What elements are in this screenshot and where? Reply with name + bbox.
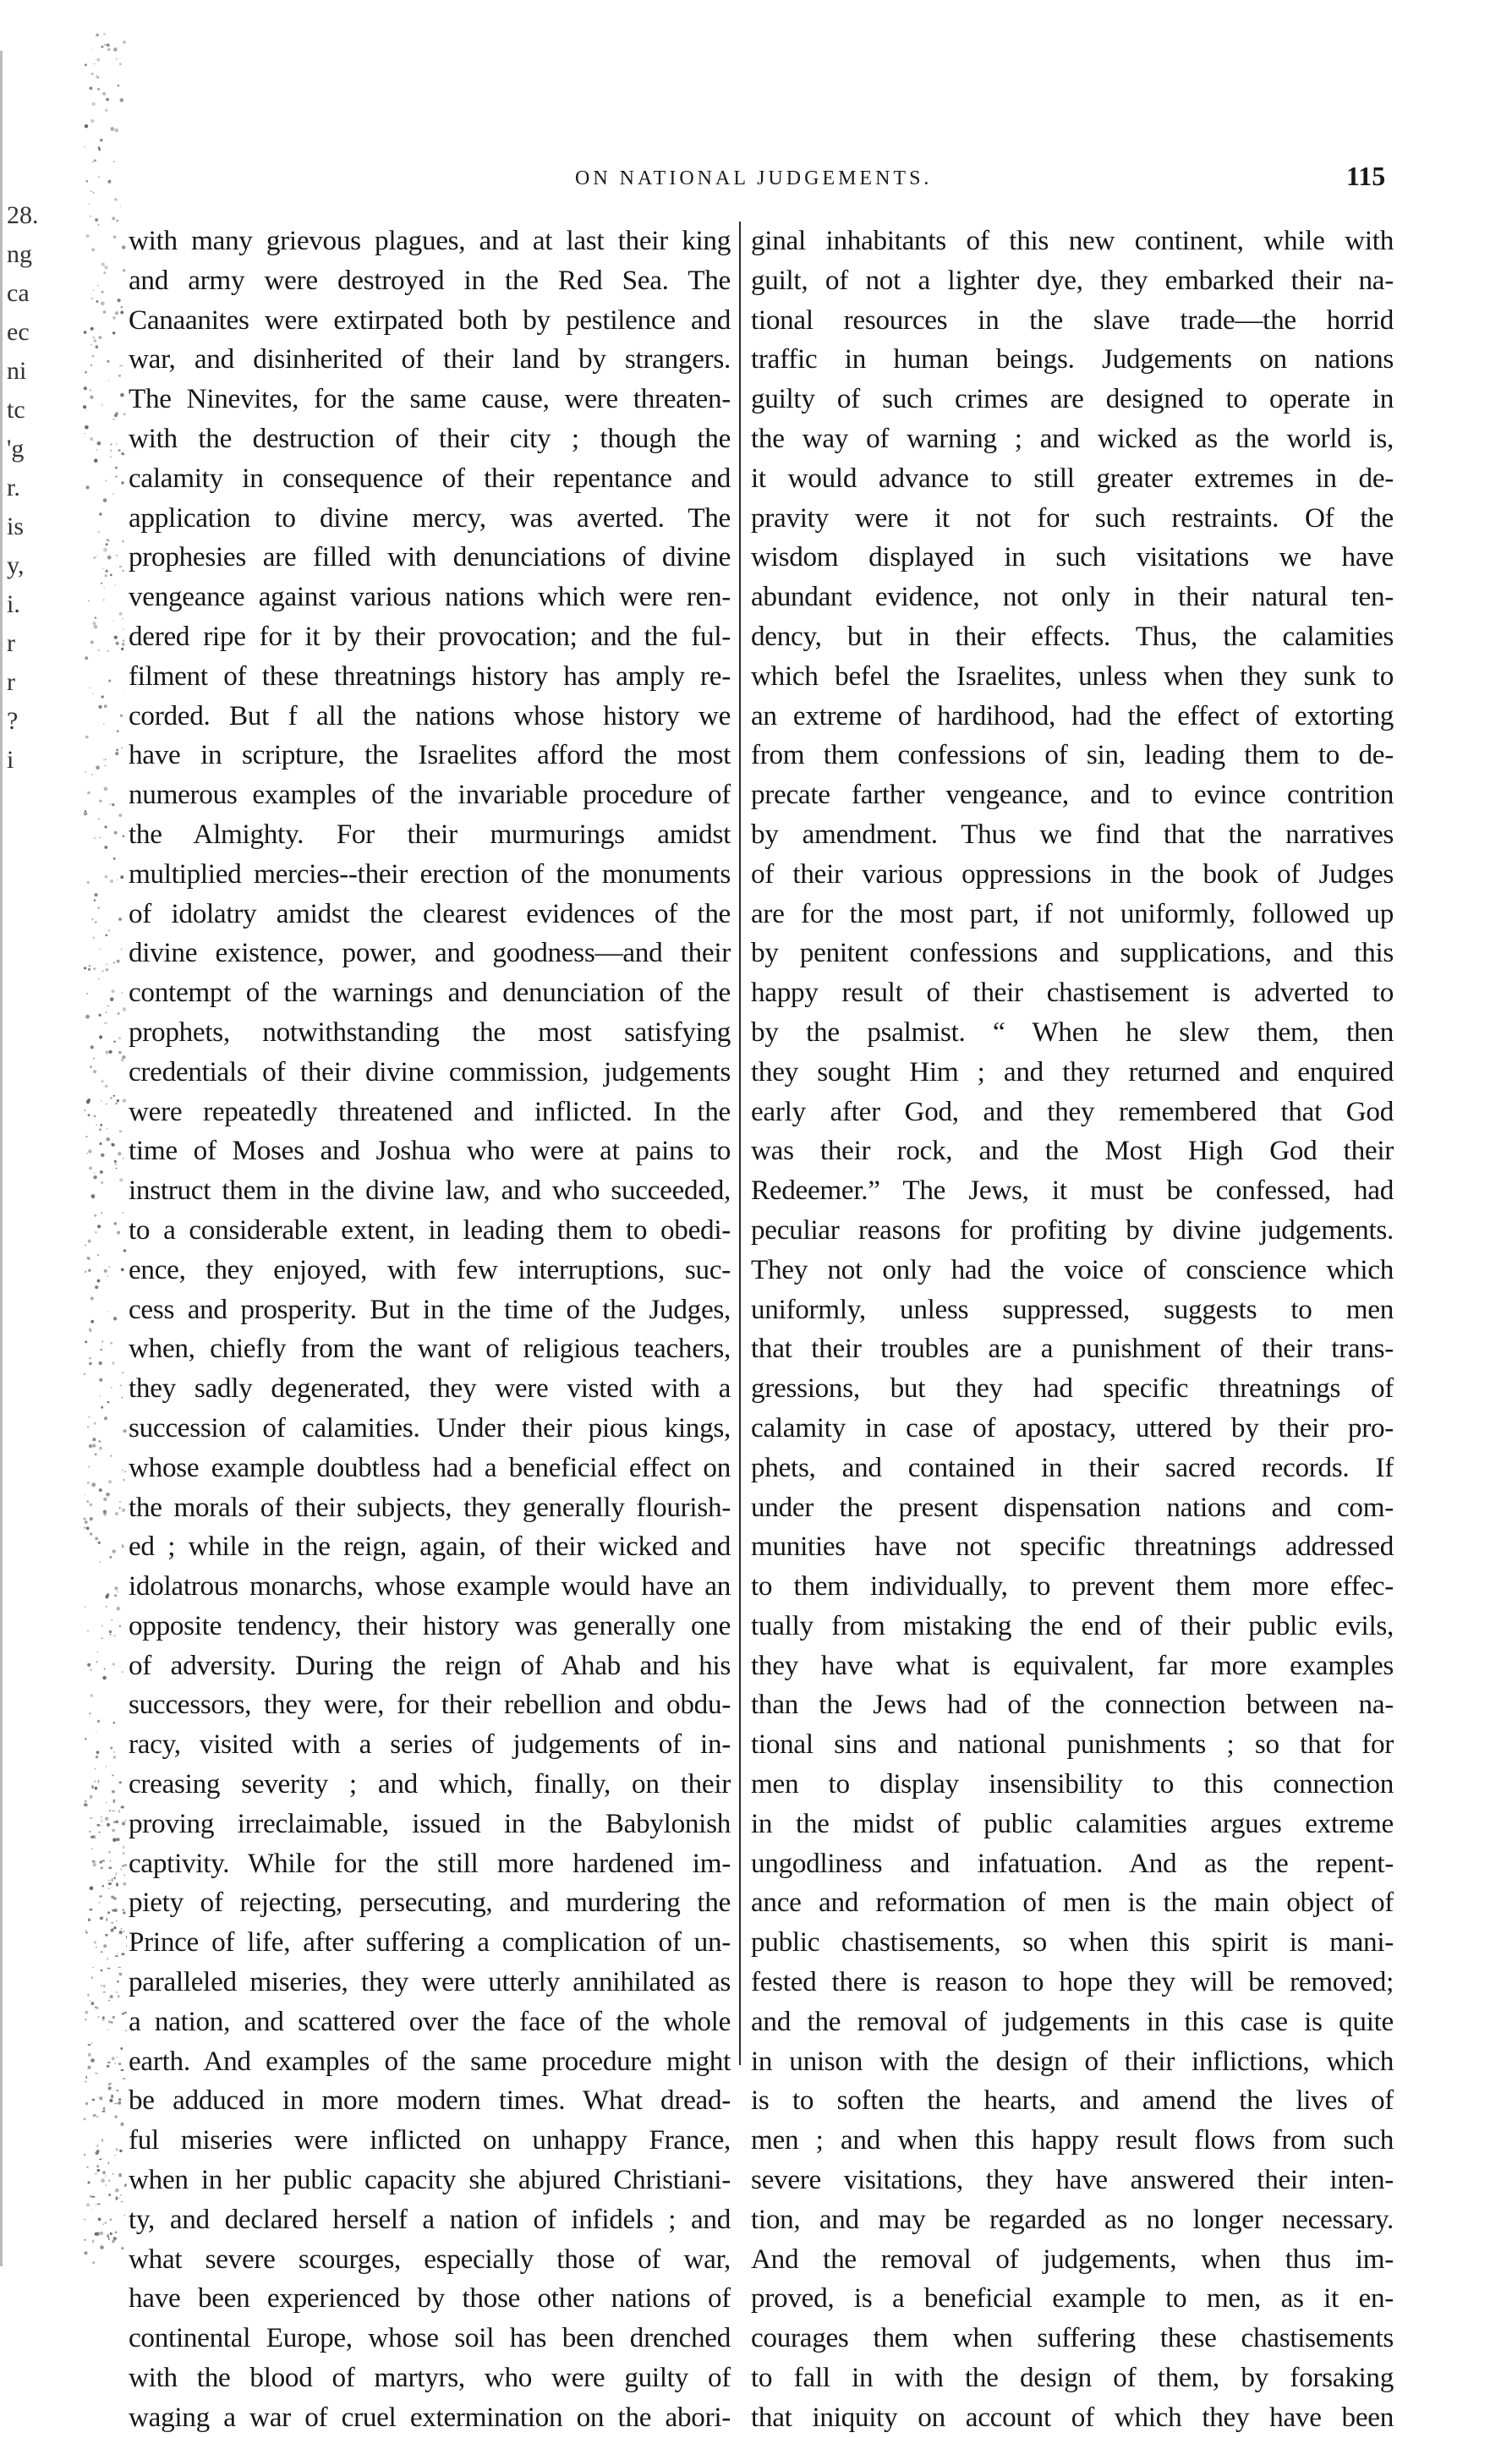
text-line: which befel the Israelites, unless when they sunk to xyxy=(751,660,1394,692)
text-line: filment of these threatnings history has amply re- xyxy=(129,660,731,692)
margin-fragment-text: ni xyxy=(7,357,27,385)
text-line: prophesies are filled with denunciations of divine xyxy=(129,541,731,573)
margin-fragment-text: i. xyxy=(7,590,20,618)
text-line: war, and disinherited of their land by strangers. xyxy=(129,343,731,375)
text-line: public chastisements, so when this spirit is mani- xyxy=(751,1926,1394,1959)
text-line: of adversity. During the reign of Ahab and his xyxy=(129,1649,731,1681)
right-column xyxy=(751,222,1394,2438)
text-line: from them confessions of sin, leading them to de- xyxy=(751,739,1394,771)
text-line: of their various oppressions in the book of Judges xyxy=(751,857,1394,890)
text-line: abundant evidence, not only in their natural ten- xyxy=(751,581,1394,613)
text-line: and army were destroyed in the Red Sea. The xyxy=(129,264,731,296)
text-line: proving irreclaimable, issued in the Babylonish xyxy=(129,1807,731,1839)
text-line: opposite tendency, their history was generally one xyxy=(129,1609,731,1641)
text-line: were repeatedly threatened and inflicted. In the xyxy=(129,1095,731,1127)
text-line: precate farther vengeance, and to evince contrition xyxy=(751,779,1394,811)
text-line: pravity were it not for such restraints. Of the xyxy=(751,501,1394,534)
text-line: they sought Him ; and they returned and enquired xyxy=(751,1055,1394,1088)
text-line: waging a war of cruel extermination on the abori- xyxy=(129,2401,731,2433)
margin-fragment-text: is xyxy=(7,512,25,540)
margin-fragment-text: ca xyxy=(7,279,30,307)
text-line: it would advance to still greater extremes in de- xyxy=(751,462,1394,494)
running-title: ON NATIONAL JUDGEMENTS. xyxy=(575,167,933,189)
text-line: to fall in with the design of them, by forsaking xyxy=(751,2362,1394,2394)
margin-fragment-text: r xyxy=(7,668,15,696)
text-line: have been experienced by those other nations of xyxy=(129,2282,731,2315)
text-line: the morals of their subjects, they generally flourish- xyxy=(129,1491,731,1523)
text-line: a nation, and scattered over the face of the whole xyxy=(129,2005,731,2037)
text-line: creasing severity ; and which, finally, on their xyxy=(129,1768,731,1800)
text-line: ed ; while in the reign, again, of their wicked and xyxy=(129,1531,731,1563)
text-line: tion, and may be regarded as no longer necessary. xyxy=(751,2203,1394,2235)
text-line: and the removal of judgements in this case is quite xyxy=(751,2005,1394,2037)
margin-fragment-text: ? xyxy=(7,707,19,735)
text-line: early after God, and they remembered that God xyxy=(751,1095,1394,1127)
text-line: Prince of life, after suffering a complication of un- xyxy=(129,1926,731,1959)
text-line: And the removal of judgements, when thus im- xyxy=(751,2243,1394,2275)
text-line: ginal inhabitants of this new continent, while with xyxy=(751,225,1394,256)
margin-fragment-text: r xyxy=(7,629,15,657)
text-line: piety of rejecting, persecuting, and murdering the xyxy=(129,1887,731,1919)
text-line: ful miseries were inflicted on unhappy France, xyxy=(129,2124,731,2156)
text-line: men to display insensibility to this connection xyxy=(751,1768,1394,1800)
margin-fragment-text: 'g xyxy=(7,435,25,463)
text-line: succession of calamities. Under their pious kings, xyxy=(129,1411,731,1444)
text-line: with many grievous plagues, and at last their king xyxy=(129,225,731,256)
text-line: corded. But f all the nations whose history we xyxy=(129,699,731,731)
text-line: in unison with the design of their inflictions, which xyxy=(751,2045,1394,2077)
text-line: be adduced in more modern times. What dread- xyxy=(129,2085,731,2117)
text-line: divine existence, power, and goodness—and their xyxy=(129,937,731,969)
text-line: Redeemer.” The Jews, it must be confessed, had xyxy=(751,1175,1394,1207)
text-line: successors, they were, for their rebellion and obdu- xyxy=(129,1689,731,1721)
text-line: ence, they enjoyed, with few interruptions, suc- xyxy=(129,1253,731,1285)
text-line: guilt, of not a lighter dye, they embarked their na- xyxy=(751,264,1394,296)
text-line: vengeance against various nations which were ren- xyxy=(129,581,731,613)
text-line: The Ninevites, for the same cause, were threaten- xyxy=(129,383,731,415)
text-line: by amendment. Thus we find that the narratives xyxy=(751,818,1394,850)
text-line: is to soften the hearts, and amend the lives of xyxy=(751,2085,1394,2117)
text-line: what severe scourges, especially those of war, xyxy=(129,2243,731,2275)
text-line: instruct them in the divine law, and who succeeded, xyxy=(129,1175,731,1207)
text-line: tional sins and national punishments ; so that for xyxy=(751,1729,1394,1761)
text-line: gressions, but they had specific threatnings of xyxy=(751,1372,1394,1405)
previous-page-margin-fragment xyxy=(7,196,58,780)
text-line: contempt of the warnings and denunciation of the xyxy=(129,977,731,1009)
page-number: 115 xyxy=(1346,161,1386,191)
left-column xyxy=(129,222,731,2438)
text-line: wisdom displayed in such visitations we have xyxy=(751,541,1394,573)
text-line: time of Moses and Joshua who were at pains to xyxy=(129,1135,731,1167)
text-line: racy, visited with a series of judgements of in- xyxy=(129,1729,731,1761)
text-line: to a considerable extent, in leading them to obedi- xyxy=(129,1214,731,1246)
text-line: with the blood of martyrs, who were guilty of xyxy=(129,2362,731,2394)
text-line: ty, and declared herself a nation of infidels ; and xyxy=(129,2203,731,2235)
text-line: the way of warning ; and wicked as the world is, xyxy=(751,422,1394,454)
text-line: the Almighty. For their murmurings amidst xyxy=(129,818,731,850)
text-line: credentials of their divine commission, judgements xyxy=(129,1055,731,1088)
text-line: whose example doubtless had a beneficial effect on xyxy=(129,1451,731,1483)
text-line: ungodliness and infatuation. And as the repent- xyxy=(751,1847,1394,1879)
text-line: by penitent confessions and supplications, and this xyxy=(751,937,1394,969)
text-line: continental Europe, whose soil has been drenched xyxy=(129,2322,731,2354)
text-line: by the psalmist. “ When he slew them, then xyxy=(751,1016,1394,1048)
text-line: munities have not specific threatnings addressed xyxy=(751,1531,1394,1563)
column-rule xyxy=(739,222,741,2065)
text-line: Canaanites were extirpated both by pestilence and xyxy=(129,304,731,336)
text-line: they sadly degenerated, they were visted with a xyxy=(129,1372,731,1405)
text-line: to them individually, to prevent them more effec- xyxy=(751,1570,1394,1603)
text-line: of idolatry amidst the clearest evidences of the xyxy=(129,897,731,929)
text-line: They not only had the voice of conscience which xyxy=(751,1253,1394,1285)
text-line: that iniquity on account of which they have been xyxy=(751,2401,1394,2433)
text-line: tional resources in the slave trade—the horrid xyxy=(751,304,1394,336)
text-line: tually from mistaking the end of their public evils, xyxy=(751,1609,1394,1641)
text-line: proved, is a beneficial example to men, as it en- xyxy=(751,2282,1394,2315)
text-line: they have what is equivalent, far more examples xyxy=(751,1649,1394,1681)
margin-fragment-text: ng xyxy=(7,240,32,268)
text-line: ance and reformation of men is the main object of xyxy=(751,1887,1394,1919)
text-line: courages them when suffering these chastisements xyxy=(751,2322,1394,2354)
margin-fragment-text: 28. xyxy=(7,201,39,229)
text-line: fested there is reason to hope they will be removed; xyxy=(751,1966,1394,1998)
text-line: calamity in consequence of their repentance and xyxy=(129,462,731,494)
text-line: with the destruction of their city ; though the xyxy=(129,422,731,454)
margin-fragment-text: tc xyxy=(7,396,25,424)
text-line: in the midst of public calamities argues extreme xyxy=(751,1807,1394,1839)
text-line: uniformly, unless suppressed, suggests to men xyxy=(751,1293,1394,1325)
margin-fragment-text: y, xyxy=(7,551,25,579)
text-line: paralleled miseries, they were utterly annihilated as xyxy=(129,1966,731,1998)
margin-fragment-text: i xyxy=(7,746,14,774)
text-line: severe visitations, they have answered their inten- xyxy=(751,2164,1394,2196)
text-line: traffic in human beings. Judgements on nations xyxy=(751,343,1394,375)
text-line: dered ripe for it by their provocation; and the ful- xyxy=(129,620,731,652)
text-line: cess and prosperity. But in the time of the Judges, xyxy=(129,1293,731,1325)
text-line: numerous examples of the invariable procedure of xyxy=(129,779,731,811)
text-line: prophets, notwithstanding the most satisfying xyxy=(129,1016,731,1048)
text-line: men ; and when this happy result flows from such xyxy=(751,2124,1394,2156)
text-line: than the Jews had of the connection between na- xyxy=(751,1689,1394,1721)
text-line: that their troubles are a punishment of their trans- xyxy=(751,1333,1394,1365)
text-line: when in her public capacity she abjured Christiani- xyxy=(129,2164,731,2196)
margin-fragment-text: ec xyxy=(7,318,30,346)
text-line: multiplied mercies--their erection of the monuments xyxy=(129,857,731,890)
text-line: are for the most part, if not uniformly, followed up xyxy=(751,897,1394,929)
text-line: peculiar reasons for profiting by divine judgements. xyxy=(751,1214,1394,1246)
text-line: calamity in case of apostacy, uttered by their pro- xyxy=(751,1411,1394,1444)
text-line: was their rock, and the Most High God their xyxy=(751,1135,1394,1167)
text-line: under the present dispensation nations and com- xyxy=(751,1491,1394,1523)
text-line: idolatrous monarchs, whose example would have an xyxy=(129,1570,731,1603)
text-line: when, chiefly from the want of religious teachers, xyxy=(129,1333,731,1365)
margin-fragment-text: r. xyxy=(7,474,20,501)
text-line: phets, and contained in their sacred records. If xyxy=(751,1451,1394,1483)
text-line: captivity. While for the still more hardened im- xyxy=(129,1847,731,1879)
text-line: earth. And examples of the same procedure might xyxy=(129,2045,731,2077)
text-line: guilty of such crimes are designed to operate in xyxy=(751,383,1394,415)
text-line: application to divine mercy, was averted. The xyxy=(129,501,731,534)
text-line: dency, but in their effects. Thus, the calamities xyxy=(751,620,1394,652)
text-line: happy result of their chastisement is adverted to xyxy=(751,977,1394,1009)
text-line: an extreme of hardihood, had the effect of extorting xyxy=(751,699,1394,731)
text-line: have in scripture, the Israelites afford the most xyxy=(129,739,731,771)
